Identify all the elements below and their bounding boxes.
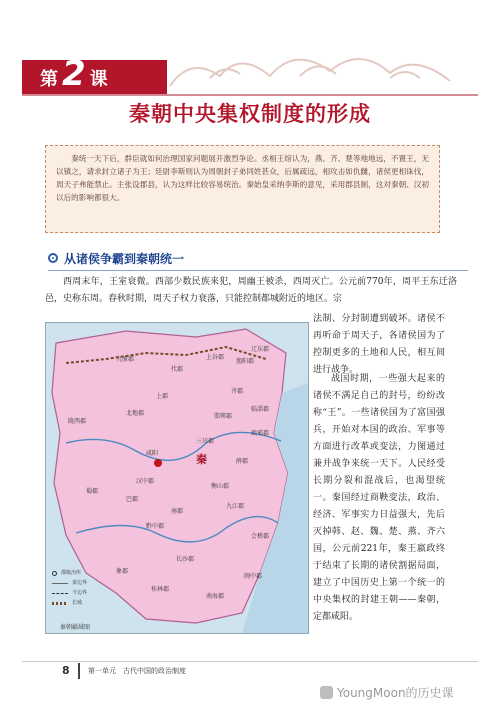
legend-label: 秦边界 <box>72 580 88 586</box>
map-label: 代郡 <box>171 366 184 373</box>
map-label: 闽中郡 <box>244 573 263 580</box>
paragraph-1: 西周末年，王室衰微。西部少数民族来犯，周幽王被杀，西周灭亡。公元前770年，周平王东迁洛邑，史称东周。春秋时期，周天子权力衰落，只能控制都城附近的地区。宗 <box>45 277 457 304</box>
map-label: 三川郡 <box>196 438 215 445</box>
lesson-word-di: 第 <box>40 69 58 90</box>
map-label: 汉中郡 <box>136 478 155 485</box>
map-label: 黔中郡 <box>146 523 165 530</box>
watermark-logo-icon <box>320 686 333 699</box>
footer-rule <box>22 661 478 662</box>
map-label: 九江郡 <box>226 503 245 510</box>
lesson-number <box>40 56 108 96</box>
map-label: 薛郡 <box>236 458 249 465</box>
map-label: 辽东郡 <box>251 346 270 353</box>
map-label: 齐郡 <box>231 388 244 395</box>
map-label: 琅邪郡 <box>251 430 270 437</box>
map-legend <box>52 568 116 608</box>
lesson-word-ke: 课 <box>89 69 108 90</box>
map-label: 象郡 <box>116 568 129 575</box>
map-label: 会稽郡 <box>251 533 270 540</box>
section-heading-text: 从诸侯争霸到秦朝统一 <box>64 251 185 266</box>
cloud-ornament-icon <box>150 38 480 94</box>
map-label: 邯郸郡 <box>214 413 233 420</box>
watermark <box>320 684 454 701</box>
map-capital-label: 咸阳 <box>146 450 159 457</box>
legend-modern-border-icon <box>52 593 68 594</box>
legend-label: 郡级治所 <box>61 570 82 576</box>
map-state-label: 秦 <box>196 453 207 466</box>
section-bullet-icon <box>48 253 58 263</box>
legend-wall-icon <box>52 602 68 605</box>
watermark-text: YoungMoon的历史课 <box>337 686 454 700</box>
legend-label: 今边界 <box>72 590 88 596</box>
footer-separator <box>78 663 80 679</box>
map-label: 上谷郡 <box>206 354 225 361</box>
legend-border-icon <box>52 583 68 584</box>
map-label: 长沙郡 <box>176 556 195 563</box>
page-number: 8 <box>62 664 70 677</box>
legend-seat-icon <box>52 571 57 576</box>
lesson-title: 秦朝中央集权制度的形成 <box>129 102 371 126</box>
map-caption: 秦朝疆域图 <box>60 624 91 631</box>
map-label: 临淄郡 <box>251 406 270 413</box>
lesson-num: 2 <box>62 54 86 94</box>
map-label: 南郡 <box>171 508 184 515</box>
map-label: 北地郡 <box>126 410 145 417</box>
intro-box: 秦统一天下后，群臣就如何治理国家问题展开激烈争论。丞相王绾认为，燕、齐、楚等地地远，不置王，无以镇之，请求封立诸子为王；廷尉李斯则认为周朝封子弟同姓甚众，后属疏远，相攻击如仇雠，诸侯更相诛伐，周天子弗能禁止。主张设郡县，认为这样比较容易统治。秦始皇采纳李斯的意见，采用郡县制，这对秦朝、汉初以后的影响都很大。 <box>45 145 440 233</box>
section-heading <box>48 248 468 268</box>
map-label: 渔阳郡 <box>236 358 255 365</box>
legend-label: 长城 <box>72 600 83 606</box>
footer-unit-title: 第一单元 古代中国的政治制度 <box>88 667 186 675</box>
section-rule <box>48 270 468 271</box>
map-label: 陇西郡 <box>68 418 87 425</box>
map-label: 上郡 <box>156 393 169 400</box>
map-label: 衡山郡 <box>211 483 230 490</box>
map-label: 蜀郡 <box>86 488 99 495</box>
paragraph-3: 战国时期，一些强大起来的诸侯不满足自己的封号，纷纷改称“王”。一些诸侯国为了富国强兵，开始对本国的政治、军事等方面进行改革或变法，力图通过兼并战争来统一天下。人民经受长期分裂和混战后，也渴望统一。秦国经过商鞅变法，政治、经济、军事实力日益强大，先后灭掉韩、赵、魏、楚、燕、齐六国，公元前221年，秦王嬴政终于结束了长期的诸侯割据局面，建立了中国历史上第一个统一的中央集权的封建王朝——秦朝，定都咸阳。 <box>313 374 445 622</box>
map-label: 巴郡 <box>126 496 139 503</box>
map-label: 南海郡 <box>206 593 225 600</box>
map-label: 九原郡 <box>116 356 135 363</box>
capital-icon <box>154 459 162 467</box>
paragraph-2: 法制、分封制遭到破坏。诸侯不再听命于周天子，各诸侯国为了控制更多的土地和人民，相互间进行战争。 <box>313 314 445 375</box>
map-label: 桂林郡 <box>151 586 170 593</box>
